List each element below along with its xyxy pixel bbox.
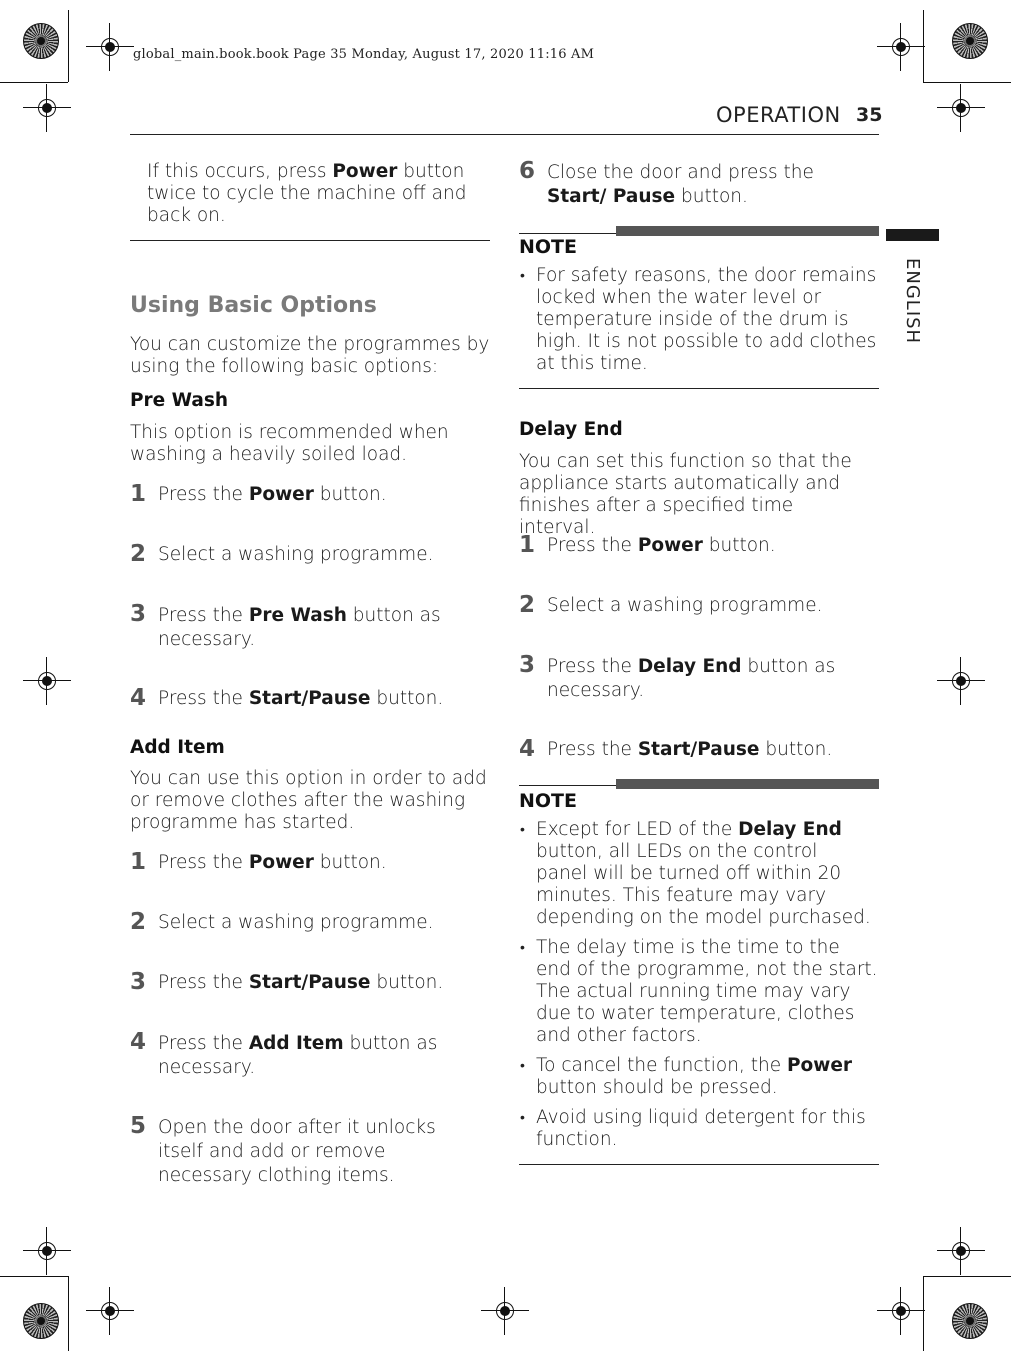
note-item: • Avoid using liquid detergent for this function. xyxy=(520,1107,866,1150)
step-text: Select a washing programme. xyxy=(158,912,434,933)
note-item: • Except for LED of the Delay End button, all LEDs on the control panel will be turned off within 20 minutes. This feature may vary depending on the model purchased. xyxy=(520,819,871,928)
crosshair-mark xyxy=(23,84,71,132)
crop-mark xyxy=(923,10,924,82)
crop-mark xyxy=(0,82,68,83)
crosshair-mark xyxy=(23,1227,71,1275)
note-top-rule xyxy=(519,233,619,234)
step-text: Select a washing programme. xyxy=(547,595,823,616)
step-text: Select a washing programme. xyxy=(158,544,434,565)
crosshair-mark xyxy=(877,23,925,71)
print-info: global_main.book.book Page 35 Monday, August 17, 2020 11:16 AM xyxy=(133,47,595,62)
crosshair-mark xyxy=(481,1287,529,1335)
section-title: Using Basic Options xyxy=(130,293,377,318)
step-number: 3 xyxy=(130,601,147,627)
step-number: 2 xyxy=(519,592,536,618)
step-text: Press the Start/Pause button. xyxy=(158,688,444,709)
crosshair-mark xyxy=(86,1287,134,1335)
crop-mark xyxy=(68,1276,69,1351)
crosshair-mark xyxy=(937,1227,985,1275)
add-item-description: You can use this option in order to add or remove clothes after the washing programme has started. xyxy=(130,768,487,833)
crop-mark xyxy=(0,1276,68,1277)
crop-mark xyxy=(923,1276,924,1351)
crosshair-mark xyxy=(23,657,71,705)
step-text: Press the Power button. xyxy=(158,852,387,873)
step-number: 3 xyxy=(519,652,536,678)
note-bottom-rule xyxy=(519,1164,879,1165)
language-tab-bar xyxy=(886,229,939,241)
crosshair-mark xyxy=(86,23,134,71)
bullet-icon: • xyxy=(520,940,525,956)
language-tab-label: ENGLISH xyxy=(902,258,923,345)
step-number: 4 xyxy=(130,685,147,711)
crop-mark xyxy=(923,82,1011,83)
crosshair-mark xyxy=(937,657,985,705)
delay-end-heading: Delay End xyxy=(519,419,623,440)
registration-wheel-top-right xyxy=(952,23,988,59)
bullet-icon: • xyxy=(520,268,525,284)
step-text: Press the Pre Wash button as necessary. xyxy=(158,605,441,650)
step-text: Press the Start/Pause button. xyxy=(158,972,444,993)
step-number: 2 xyxy=(130,541,147,567)
delay-end-description: You can set this function so that the appliance starts automatically and finishes after a specified time interval. xyxy=(519,451,852,538)
note-heading: NOTE xyxy=(519,790,577,812)
intro-divider xyxy=(130,240,490,241)
step-number: 1 xyxy=(130,849,147,875)
crosshair-mark xyxy=(877,1287,925,1335)
step-number: 1 xyxy=(519,532,536,558)
crop-mark xyxy=(923,1276,1011,1277)
add-item-heading: Add Item xyxy=(130,737,225,758)
crop-mark xyxy=(68,10,69,82)
bullet-icon: • xyxy=(520,822,525,838)
note-top-rule xyxy=(519,785,619,786)
note-item: • For safety reasons, the door remains locked when the water level or temperature inside of the drum is high. It is not possible to add clothes at this time. xyxy=(520,265,877,374)
registration-wheel-bottom-right xyxy=(952,1303,988,1339)
step-text: Press the Start/Pause button. xyxy=(547,739,833,760)
step-number: 4 xyxy=(130,1029,147,1055)
header-divider xyxy=(130,134,879,135)
step-text: Press the Add Item button as necessary. xyxy=(158,1033,438,1078)
step-text: Press the Power button. xyxy=(547,535,776,556)
page-number: 35 xyxy=(856,104,883,126)
step-text: Close the door and press the Start/ Pause button. xyxy=(547,162,814,207)
note-bottom-rule xyxy=(519,388,879,389)
registration-wheel-top-left xyxy=(23,23,59,59)
bullet-icon: • xyxy=(520,1058,525,1074)
note-item: • The delay time is the time to the end of the programme, not the start. The actual running time may vary due to water temperature, clothes and other factors. xyxy=(520,937,878,1046)
step-number: 3 xyxy=(130,969,147,995)
bullet-icon: • xyxy=(520,1110,525,1126)
step-number: 6 xyxy=(519,158,536,184)
note-bar xyxy=(616,779,879,789)
section-header-title: OPERATION xyxy=(716,103,841,127)
step-text: Press the Power button. xyxy=(158,484,387,505)
registration-wheel-bottom-left xyxy=(23,1303,59,1339)
pre-wash-heading: Pre Wash xyxy=(130,390,229,411)
step-text: Press the Delay End button as necessary. xyxy=(547,656,836,701)
pre-wash-description: This option is recommended when washing a heavily soiled load. xyxy=(130,422,449,465)
crosshair-mark xyxy=(937,84,985,132)
note-heading: NOTE xyxy=(519,236,577,258)
section-intro: You can customize the programmes by using the following basic options: xyxy=(130,334,490,377)
note-item: • To cancel the function, the Power button should be pressed. xyxy=(520,1055,853,1098)
note-bar xyxy=(616,226,879,236)
step-number: 1 xyxy=(130,481,147,507)
step-number: 5 xyxy=(130,1113,147,1139)
intro-paragraph: If this occurs, press Power button twice to cycle the machine off and back on. xyxy=(147,161,467,226)
step-text: Open the door after it unlocks itself and add or remove necessary clothing items. xyxy=(158,1117,436,1186)
step-number: 2 xyxy=(130,909,147,935)
step-number: 4 xyxy=(519,736,536,762)
